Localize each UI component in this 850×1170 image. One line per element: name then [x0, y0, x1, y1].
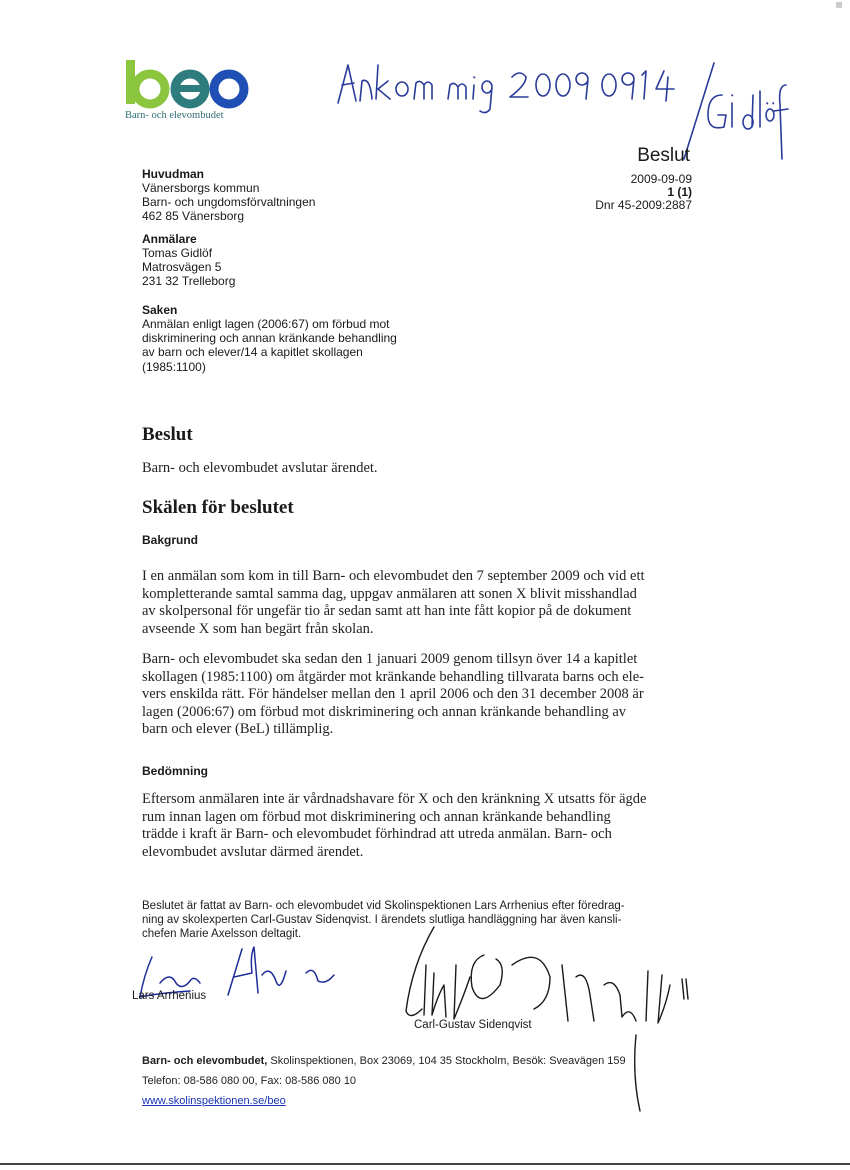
paragraph-line: avseende X som han begärt från skolan. [142, 620, 374, 637]
scan-corner-mark [836, 2, 842, 8]
diary-number: Dnr 45-2009:2887 [595, 198, 692, 212]
bakgrund-heading: Bakgrund [142, 533, 199, 547]
page-number: 1 (1) [667, 185, 692, 199]
anmalare-label: Anmälare [142, 232, 197, 246]
saken-line: av barn och elever/14 a kapitlet skollagen [142, 345, 363, 360]
paragraph-line: vers enskilda rätt. För händelser mellan den 1 april 2006 och den 31 december 2008 är [142, 686, 644, 702]
saken-block [142, 303, 397, 374]
handwritten-received-stamp [330, 55, 790, 165]
huvudman-block [142, 167, 315, 224]
beslut-text [142, 460, 672, 478]
signer-1-name: Lars Arrhenius [132, 990, 207, 1002]
logo-subtitle: Barn- och elevombudet [125, 110, 224, 121]
footer [142, 1051, 626, 1111]
footer-website-link[interactable]: www.skolinspektionen.se/beo [142, 1095, 286, 1107]
skal-heading: Skälen för beslutet [142, 497, 294, 518]
footer-address-text: Skolinspektionen, Box 23069, 104 35 Stockholm, Besök: Sveavägen 159 [267, 1055, 626, 1067]
paragraph-line: Barn- och elevombudet ska sedan den 1 januari 2009 genom tillsyn över 14 a kapitlet [142, 651, 638, 667]
saken-line: (1985:1100) [142, 359, 206, 374]
bedomning-paragraph [142, 791, 672, 861]
paragraph-line: Eftersom anmälaren inte är vårdnadshavare för X och den kränkning X utsatts för ägde [142, 791, 647, 807]
huvudman-line: Vänersborgs kommun [142, 181, 260, 195]
logo-letter-e [174, 74, 206, 104]
saken-line: diskriminering och annan kränkande behandling [142, 331, 397, 346]
anmalare-line: Matrosvägen 5 [142, 260, 222, 275]
signer-2-name: Carl-Gustav Sidenqvist [414, 1019, 532, 1031]
paragraph-line: lagen (2006:67) om förbud mot diskriminering och annan kränkande behandling av [142, 703, 627, 720]
scan-bottom-edge [0, 1163, 850, 1165]
logo-letter-b [126, 60, 165, 104]
saken-line: Anmälan enligt lagen (2006:67) om förbud mot [142, 317, 390, 331]
saken-label: Saken [142, 303, 178, 317]
beslut-heading: Beslut [142, 424, 193, 445]
paragraph-line: trädde i kraft är Barn- och elevombudet förhindrad att utreda anmälan. Barn- och [142, 826, 612, 842]
anmalare-line: 231 32 Trelleborg [142, 274, 236, 289]
decision-line: ning av skolexperten Carl-Gustav Sidenqvist. I ärendets slutliga handläggning har även kansli- [142, 914, 622, 926]
beslut-line: Barn- och elevombudet avslutar ärendet. [142, 460, 378, 476]
paragraph-line: I en anmälan som kom in till Barn- och elevombudet den 7 september 2009 och vid ett [142, 568, 645, 584]
footer-phone: Telefon: 08-586 080 00, Fax: 08-586 080 10 [142, 1075, 357, 1087]
logo-letter-o [214, 74, 244, 104]
paragraph-line: skollagen (1985:1100) om åtgärder mot kränkande behandling tillvarata barns och ele- [142, 668, 644, 685]
huvudman-label: Huvudman [142, 167, 205, 181]
decision-line: chefen Marie Axelsson deltagit. [142, 928, 302, 940]
paragraph-line: barn och elever (BeL) tillämplig. [142, 721, 334, 737]
huvudman-line: 462 85 Vänersborg [142, 209, 245, 224]
document-title: Beslut [637, 145, 690, 166]
bakgrund-paragraph-2 [142, 651, 672, 739]
footer-address [142, 1051, 626, 1071]
decision-line: Beslutet är fattat av Barn- och elevombudet vid Skolinspektionen Lars Arrhenius efter föredrag- [142, 900, 625, 912]
document-date: 2009-09-09 [630, 172, 692, 186]
footer-org: Barn- och elevombudet, [142, 1055, 268, 1067]
anmalare-line: Tomas Gidlöf [142, 246, 213, 260]
paragraph-line: av skolpersonal för ungefär tio år sedan samt att han inte fått kopior på de dokument [142, 603, 632, 619]
signature-lars-arrhenius [130, 935, 360, 1015]
paragraph-line: elevombudet avslutar därmed ärendet. [142, 843, 364, 860]
anmalare-block [142, 232, 235, 289]
paragraph-line: kompletterande samtal samma dag, uppgav anmälaren att sonen X blivit misshandlad [142, 585, 637, 602]
paragraph-line: rum innan lagen om förbud mot diskriminering och annan kränkande behandling [142, 808, 611, 825]
bedomning-heading: Bedömning [142, 764, 208, 778]
huvudman-line: Barn- och ungdomsförvaltningen [142, 195, 316, 210]
bakgrund-paragraph-1 [142, 568, 672, 638]
